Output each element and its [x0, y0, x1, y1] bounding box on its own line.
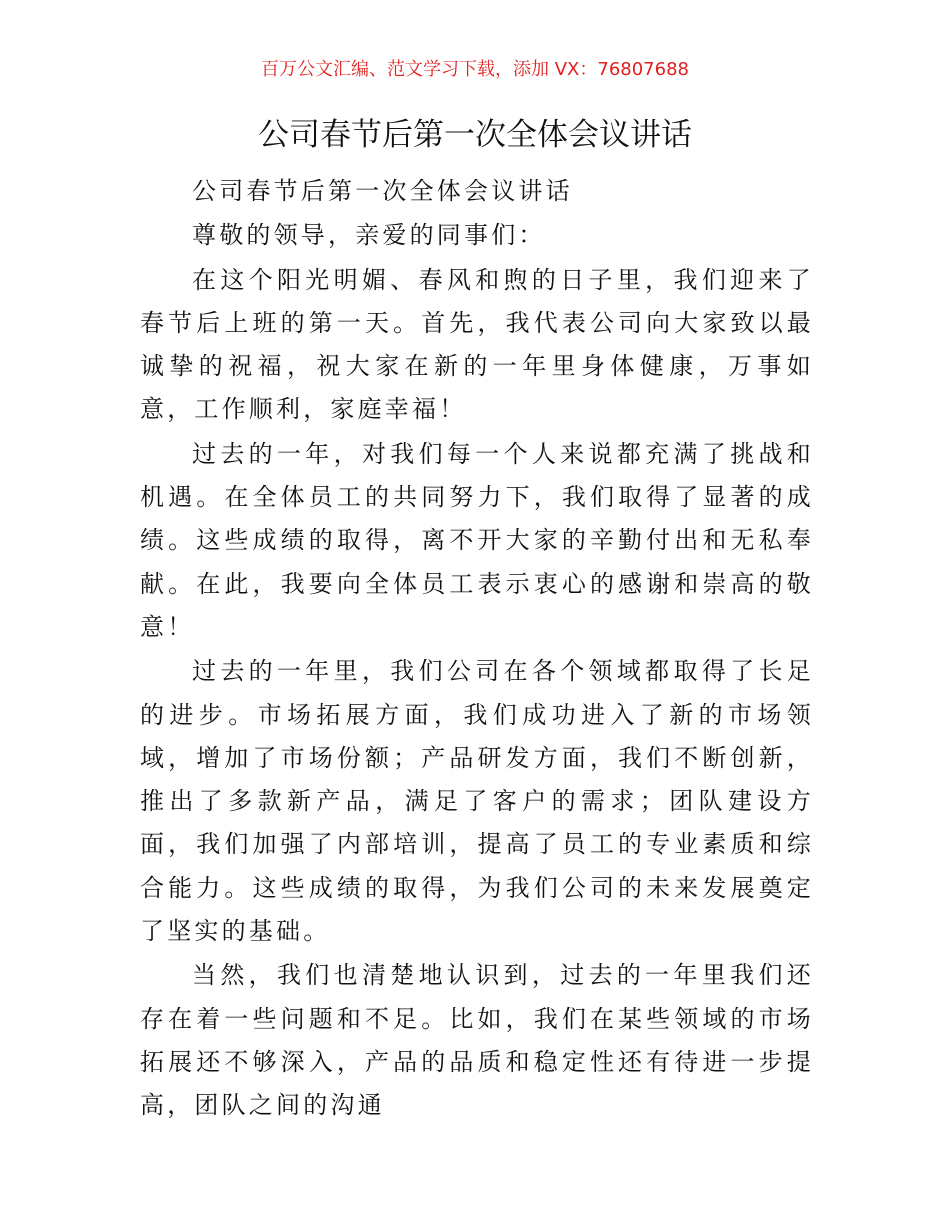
document-title: 公司春节后第一次全体会议讲话: [258, 117, 692, 153]
watermark-banner: 百万公文汇编、范文学习下载，添加 VX：76807688: [261, 59, 689, 80]
body-paragraph: 过去的一年，对我们每一个人来说都充满了挑战和机遇。在全体员工的共同努力下，我们取得了显著的成绩。这些成绩的取得，离不开大家的辛勤付出和无私奉献。在此，我要向全体员工表示衷心的感谢和崇高的敬意！: [140, 439, 814, 641]
body-paragraph: 当然，我们也清楚地认识到，过去的一年里我们还存在着一些问题和不足。比如，我们在某些领域的市场拓展还不够深入，产品的品质和稳定性还有待进一步提高，团队之间的沟通: [140, 961, 814, 1120]
subtitle-paragraph: 公司春节后第一次全体会议讲话: [192, 177, 573, 205]
salutation-paragraph: 尊敬的领导，亲爱的同事们：: [192, 221, 546, 250]
body-paragraph: 过去的一年里，我们公司在各个领域都取得了长足的进步。市场拓展方面，我们成功进入了新的市场领域，增加了市场份额；产品研发方面，我们不断创新，推出了多款新产品，满足了客户的需求；团队建设方面，我们加强了内部培训，提高了员工的专业素质和综合能力。这些成绩的取得，为我们公司的未来发展奠定了坚实的基础。: [140, 657, 814, 946]
document-body: [140, 170, 814, 1128]
body-paragraph: 在这个阳光明媚、春风和煦的日子里，我们迎来了春节后上班的第一天。首先，我代表公司向大家致以最诚挚的祝福，祝大家在新的一年里身体健康，万事如意，工作顺利，家庭幸福！: [140, 265, 814, 424]
